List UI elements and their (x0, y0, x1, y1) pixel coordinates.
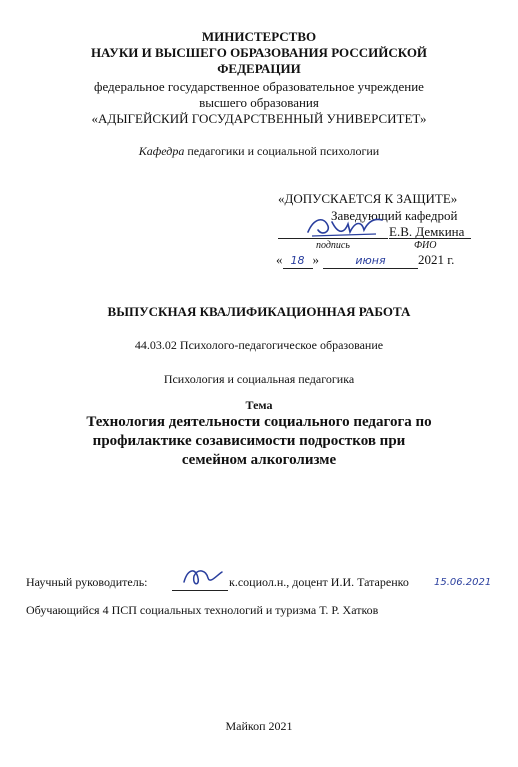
quote-close: » (312, 252, 319, 267)
day-value: 18 (290, 254, 305, 267)
university-name: «АДЫГЕЙСКИЙ ГОСУДАРСТВЕННЫЙ УНИВЕРСИТЕТ» (91, 111, 427, 126)
topic-line-2: профилактике созависимости подростков при (92, 433, 406, 449)
institution-type-line: федеральное государственное образовательное учреждение (94, 79, 424, 94)
approver-name: Е.В. Демкина (389, 224, 465, 239)
name-line (389, 238, 471, 239)
student-line: Обучающийся 4 ПСП социальных технологий и туризма Т. Р. Хатков (26, 603, 379, 617)
direction-code: 44.03.02 Психолого-педагогическое образование (134, 338, 384, 352)
supervisor-signature-image (178, 564, 226, 590)
supervisor-date: 15.06.2021 (434, 577, 492, 588)
signature-caption: подпись (316, 240, 350, 251)
ministry-name-line: НАУКИ И ВЫСШЕГО ОБРАЗОВАНИЯ РОССИЙСКОЙ (90, 45, 428, 60)
federation-line: ФЕДЕРАЦИИ (217, 61, 301, 76)
topic-label: Тема (245, 398, 273, 412)
department-line (0, 144, 518, 159)
quote-open: « (276, 252, 283, 267)
month-field (323, 252, 418, 269)
day-field (283, 252, 313, 269)
city-year: Майкоп 2021 (225, 719, 293, 733)
work-type: ВЫПУСКНАЯ КВАЛИФИКАЦИОННАЯ РАБОТА (107, 304, 411, 319)
approval-title: «ДОПУСКАЕТСЯ К ЗАЩИТЕ» (278, 191, 458, 206)
supervisor-details: к.социол.н., доцент И.И. Татаренко (229, 575, 409, 589)
name-caption: ФИО (414, 240, 437, 251)
topic-line-1: Технология деятельности социального педагога по (86, 414, 432, 430)
department-name: педагогики и социальной психологии (184, 144, 380, 158)
approval-role: Заведующий кафедрой (331, 208, 458, 223)
supervisor-label: Научный руководитель: (26, 575, 148, 589)
ministry-line: МИНИСТЕРСТВО (201, 29, 317, 44)
year-value: 2021 г. (418, 252, 455, 267)
topic-line-3: семейном алкоголизме (181, 452, 337, 468)
department-label: Кафедра (138, 144, 185, 158)
education-level-line: высшего образования (199, 95, 319, 110)
approval-date (276, 252, 454, 269)
signature-image (304, 212, 386, 242)
month-value: июня (355, 254, 386, 267)
profile-name: Психология и социальная педагогика (163, 372, 355, 386)
supervisor-signature-line (172, 590, 228, 591)
